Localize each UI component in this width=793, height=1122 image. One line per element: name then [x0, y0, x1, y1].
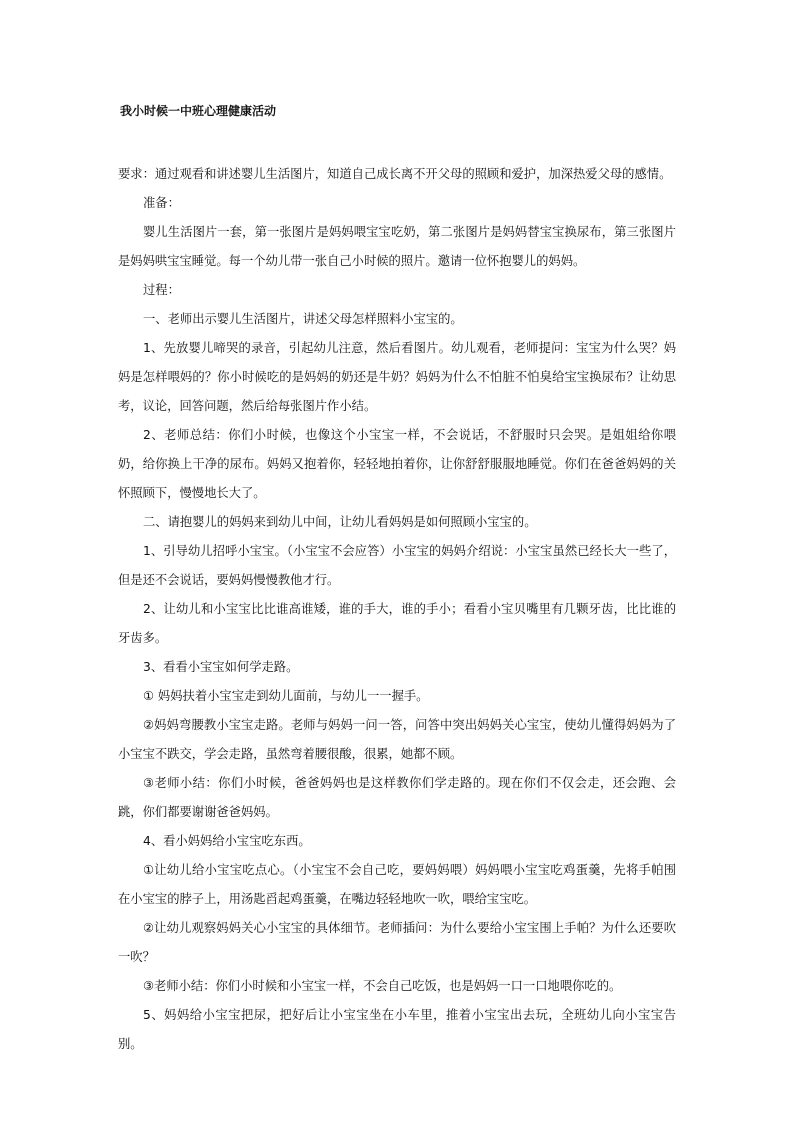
paragraph: 5、妈妈给小宝宝把尿，把好后让小宝宝坐在小车里，推着小宝宝出去玩，全班幼儿向小宝宝告别。 [118, 1008, 676, 1051]
page-title: 我小时候一中班心理健康活动 [120, 104, 277, 118]
paragraph: 1、先放婴儿啼哭的录音，引起幼儿注意，然后看图片。幼儿观看，老师提问：宝宝为什么哭？妈妈是怎样喂妈的？你小时候吃的是妈妈的奶还是牛奶？妈妈为什么不怕脏不怕臭给宝宝换尿布？让幼思考，议论，回答问题，然后给每张图片作小结。 [118, 341, 676, 413]
paragraph: 准备： [143, 196, 180, 210]
paragraph: 2、老师总结：你们小时候，也像这个小宝宝一样，不会说话，不舒服时只会哭。是姐姐给你喂奶，给你换上干净的尿布。妈妈又抱着你，轻轻地拍着你，让你舒舒服服地睡觉。你们在爸爸妈妈的关怀照顾下，慢慢地长大了。 [118, 428, 676, 500]
paragraph: ①让幼儿给小宝宝吃点心。（小宝宝不会自己吃，要妈妈喂）妈妈喂小宝宝吃鸡蛋羹，先将手帕围在小宝宝的脖子上，用汤匙舀起鸡蛋羹，在嘴边轻轻地吹一吹，喂给宝宝吃。 [118, 863, 676, 906]
paragraph: 1、引导幼儿招呼小宝宝。（小宝宝不会应答）小宝宝的妈妈介绍说：小宝宝虽然已经长大一些了，但是还不会说话，要妈妈慢慢教他才行。 [118, 544, 676, 587]
paragraph: 4、看小妈妈给小宝宝吃东西。 [143, 834, 311, 848]
paragraph: ②妈妈弯腰教小宝宝走路。老师与妈妈一问一答，问答中突出妈妈关心宝宝，使幼儿懂得妈妈为了小宝宝不跌交，学会走路，虽然弯着腰很酸，很累，她都不顾。 [118, 718, 676, 761]
paragraph: ②让幼儿观察妈妈关心小宝宝的具体细节。老师插问：为什么要给小宝宝围上手帕？为什么还要吹一吹？ [118, 921, 676, 964]
paragraph: 婴儿生活图片一套，第一张图片是妈妈喂宝宝吃奶，第二张图片是妈妈替宝宝换尿布，第三张图片是妈妈哄宝宝睡觉。每一个幼儿带一张自己小时候的照片。邀请一位怀抱婴儿的妈妈。 [118, 225, 676, 268]
paragraph: ③老师小结：你们小时候和小宝宝一样，不会自己吃饭，也是妈妈一口一口地喂你吃的。 [143, 979, 622, 993]
paragraph: ① 妈妈扶着小宝宝走到幼儿面前，与幼儿一一握手。 [143, 689, 429, 703]
paragraph: 3、看看小宝宝如何学走路。 [143, 660, 299, 674]
paragraph: 一、老师出示婴儿生活图片，讲述父母怎样照料小宝宝的。 [143, 312, 463, 326]
paragraph: 2、让幼儿和小宝宝比比谁高谁矮，谁的手大，谁的手小；看看小宝贝嘴里有几颗牙齿，比比谁的牙齿多。 [118, 602, 676, 645]
paragraph: 二、请抱婴儿的妈妈来到幼儿中间，让幼儿看妈妈是如何照顾小宝宝的。 [143, 515, 537, 529]
paragraph: 过程： [143, 283, 180, 297]
paragraph: ③老师小结：你们小时候，爸爸妈妈也是这样教你们学走路的。现在你们不仅会走，还会跑、会跳，你们都要谢谢爸爸妈妈。 [118, 776, 676, 819]
document-body [118, 160, 676, 1059]
paragraph: 要求：通过观看和讲述婴儿生活图片，知道自己成长离不开父母的照顾和爱护，加深热爱父母的感情。 [118, 167, 672, 181]
